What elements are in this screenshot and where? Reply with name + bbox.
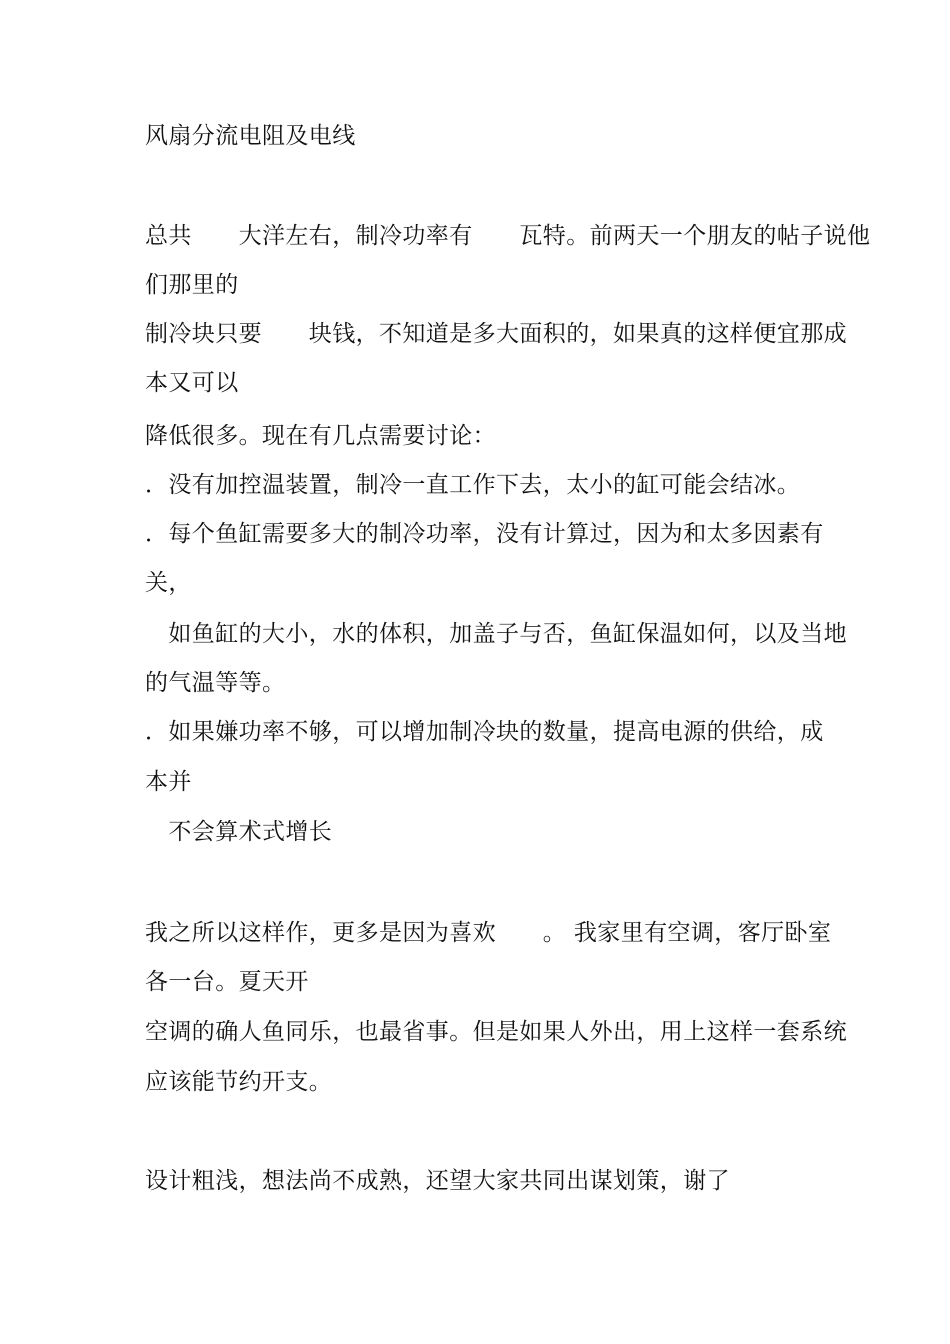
paragraph-line: 总共 大洋左右，制冷功率有 瓦特。前两天一个朋友的帖子说他 bbox=[145, 223, 871, 249]
document-heading: 风扇分流电阻及电线 bbox=[145, 123, 356, 149]
list-item-line: 的气温等等。 bbox=[145, 670, 286, 696]
list-item-line: 如鱼缸的大小，水的体积，加盖子与否，鱼缸保温如何，以及当地 bbox=[145, 621, 847, 647]
list-item-line: 本并 bbox=[145, 769, 192, 795]
paragraph-line: 应该能节约开支。 bbox=[145, 1069, 333, 1095]
closing-line: 设计粗浅，想法尚不成熟，还望大家共同出谋划策，谢了 bbox=[145, 1168, 730, 1194]
paragraph-line: 本又可以 bbox=[145, 370, 239, 396]
paragraph-line: 们那里的 bbox=[145, 272, 239, 298]
list-item-line: ．每个鱼缸需要多大的制冷功率，没有计算过，因为和太多因素有 bbox=[145, 521, 824, 547]
paragraph-line: 我之所以这样作，更多是因为喜欢 。 我家里有空调，客厅卧室 bbox=[145, 920, 832, 946]
paragraph-line: 各一台。夏天开 bbox=[145, 969, 309, 995]
list-item-line: ．没有加控温装置，制冷一直工作下去，太小的缸可能会结冰。 bbox=[145, 472, 801, 498]
paragraph-line: 空调的确人鱼同乐，也最省事。但是如果人外出，用上这样一套系统 bbox=[145, 1019, 847, 1045]
list-item-line: ．如果嫌功率不够，可以增加制冷块的数量，提高电源的供给，成 bbox=[145, 719, 824, 745]
list-item-line: 不会算术式增长 bbox=[145, 819, 333, 845]
paragraph-line: 制冷块只要 块钱，不知道是多大面积的，如果真的这样便宜那成 bbox=[145, 321, 847, 347]
paragraph-line: 降低很多。现在有几点需要讨论： bbox=[145, 423, 496, 449]
list-item-line: 关， bbox=[145, 570, 192, 596]
